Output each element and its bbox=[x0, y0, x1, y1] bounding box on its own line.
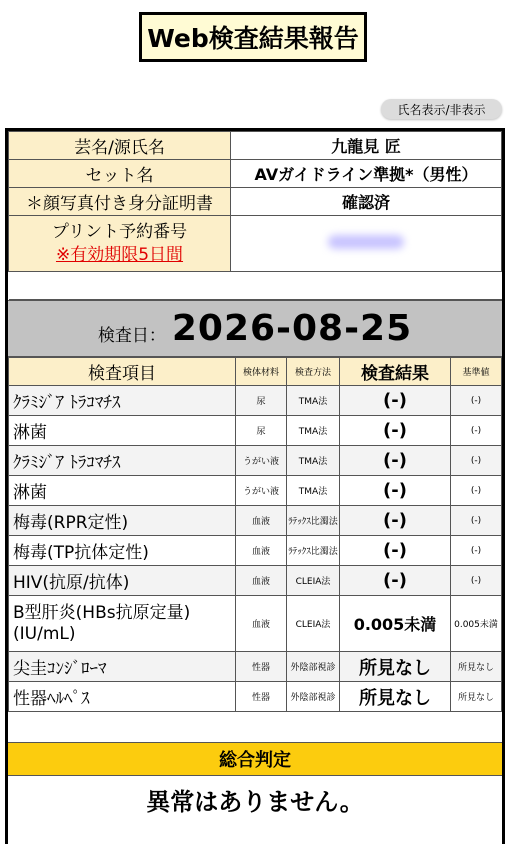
test-method: 外陰部視診 bbox=[287, 682, 340, 712]
info-value-id-check: 確認済 bbox=[231, 188, 502, 216]
info-row bbox=[9, 160, 502, 188]
info-row bbox=[9, 216, 502, 272]
blurred-print-number bbox=[328, 235, 404, 249]
table-row bbox=[9, 596, 502, 652]
test-item: 淋菌 bbox=[9, 416, 236, 446]
test-item: 梅毒(TP抗体定性) bbox=[9, 536, 236, 566]
test-item: 性器ﾍﾙﾍﾟｽ bbox=[9, 682, 236, 712]
results-header-row bbox=[9, 358, 502, 386]
col-material: 検体材料 bbox=[236, 358, 287, 386]
test-material: 性器 bbox=[236, 682, 287, 712]
test-result: (-) bbox=[340, 566, 451, 596]
info-value-name: 九龍見 匠 bbox=[231, 132, 502, 160]
test-reference: 所見なし bbox=[451, 652, 502, 682]
test-reference: (-) bbox=[451, 566, 502, 596]
spacer bbox=[9, 272, 502, 300]
test-material: 尿 bbox=[236, 416, 287, 446]
table-row bbox=[9, 536, 502, 566]
overall-judgement-label: 総合判定 bbox=[8, 742, 502, 776]
exam-date: 2026-08-25 bbox=[171, 308, 413, 349]
test-result: (-) bbox=[340, 536, 451, 566]
info-key: セット名 bbox=[9, 160, 231, 188]
test-material: 尿 bbox=[236, 386, 287, 416]
test-result: (-) bbox=[340, 386, 451, 416]
table-row bbox=[9, 566, 502, 596]
test-method: TMA法 bbox=[287, 446, 340, 476]
test-method: CLEIA法 bbox=[287, 566, 340, 596]
test-result: (-) bbox=[340, 506, 451, 536]
info-key: ＊顔写真付き身分証明書 bbox=[9, 188, 231, 216]
col-reference: 基準値 bbox=[451, 358, 502, 386]
col-result: 検査結果 bbox=[340, 358, 451, 386]
expiry-note: ※有効期限5日間 bbox=[55, 244, 184, 265]
info-row bbox=[9, 132, 502, 160]
test-material: うがい液 bbox=[236, 446, 287, 476]
test-reference: (-) bbox=[451, 476, 502, 506]
test-reference: (-) bbox=[451, 536, 502, 566]
overall-judgement-value: 異常はありません。 bbox=[146, 787, 364, 816]
test-reference: 0.005未満 bbox=[451, 596, 502, 652]
table-row bbox=[9, 446, 502, 476]
exam-date-label: 検査日： bbox=[97, 326, 166, 346]
test-result: (-) bbox=[340, 476, 451, 506]
table-row bbox=[9, 506, 502, 536]
test-material: 性器 bbox=[236, 652, 287, 682]
test-method: CLEIA法 bbox=[287, 596, 340, 652]
test-result: 所見なし bbox=[340, 652, 451, 682]
test-item: 淋菌 bbox=[9, 476, 236, 506]
table-row bbox=[9, 652, 502, 682]
col-method: 検査方法 bbox=[287, 358, 340, 386]
test-material: 血液 bbox=[236, 506, 287, 536]
print-number-cell bbox=[231, 216, 502, 272]
test-result: 所見なし bbox=[340, 682, 451, 712]
exam-date-bar bbox=[8, 300, 502, 357]
test-result: (-) bbox=[340, 446, 451, 476]
test-item: HIV(抗原/抗体) bbox=[9, 566, 236, 596]
test-material: 血液 bbox=[236, 536, 287, 566]
table-row bbox=[9, 386, 502, 416]
info-row bbox=[9, 188, 502, 216]
table-row bbox=[9, 476, 502, 506]
page-title: Web検査結果報告 bbox=[139, 12, 367, 62]
info-key: 芸名/源氏名 bbox=[9, 132, 231, 160]
info-value-set: AVガイドライン準拠*（男性） bbox=[231, 160, 502, 188]
test-reference: (-) bbox=[451, 386, 502, 416]
table-row bbox=[9, 416, 502, 446]
info-table bbox=[8, 131, 502, 300]
results-table bbox=[8, 357, 502, 712]
test-method: ﾗﾃｯｸｽ比濁法 bbox=[287, 506, 340, 536]
test-result: (-) bbox=[340, 416, 451, 446]
name-toggle-button[interactable]: 氏名表示/非表示 bbox=[381, 99, 502, 119]
print-label: プリント予約番号 bbox=[51, 221, 188, 242]
print-label-cell bbox=[9, 216, 231, 272]
test-item: 尖圭ｺﾝｼﾞﾛｰﾏ bbox=[9, 652, 236, 682]
test-item: ｸﾗﾐｼﾞｱ ﾄﾗｺﾏﾁｽ bbox=[9, 446, 236, 476]
test-reference: (-) bbox=[451, 446, 502, 476]
test-method: 外陰部視診 bbox=[287, 652, 340, 682]
test-material: 血液 bbox=[236, 596, 287, 652]
test-result: 0.005未満 bbox=[340, 596, 451, 652]
test-method: TMA法 bbox=[287, 416, 340, 446]
test-item: 梅毒(RPR定性) bbox=[9, 506, 236, 536]
spacer bbox=[8, 712, 502, 742]
test-reference: 所見なし bbox=[451, 682, 502, 712]
test-material: うがい液 bbox=[236, 476, 287, 506]
test-reference: (-) bbox=[451, 506, 502, 536]
test-method: TMA法 bbox=[287, 476, 340, 506]
test-material: 血液 bbox=[236, 566, 287, 596]
table-row bbox=[9, 682, 502, 712]
col-item: 検査項目 bbox=[9, 358, 236, 386]
test-method: ﾗﾃｯｸｽ比濁法 bbox=[287, 536, 340, 566]
test-method: TMA法 bbox=[287, 386, 340, 416]
test-item: B型肝炎(HBs抗原定量)(IU/mL) bbox=[9, 596, 236, 652]
test-reference: (-) bbox=[451, 416, 502, 446]
report-panel bbox=[5, 128, 505, 844]
test-item: ｸﾗﾐｼﾞｱ ﾄﾗｺﾏﾁｽ bbox=[9, 386, 236, 416]
